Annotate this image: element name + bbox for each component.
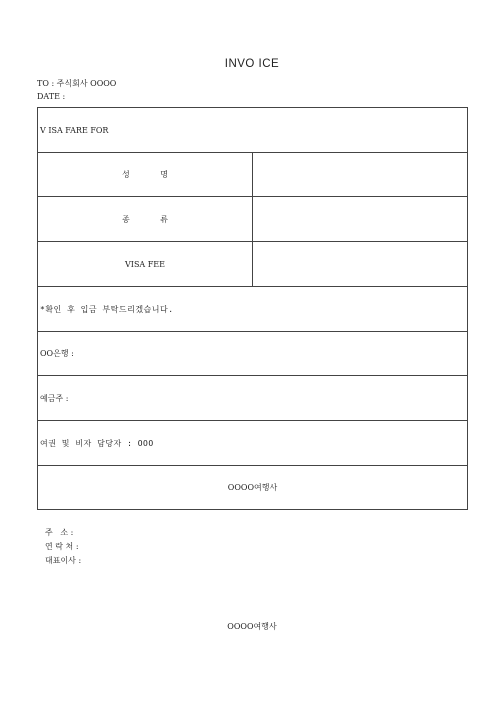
manager-row	[38, 421, 468, 466]
bank-row	[38, 332, 468, 376]
notice-row	[38, 287, 468, 332]
company-row	[38, 466, 468, 510]
footer-ceo: 대표이사 :	[45, 556, 82, 565]
name-row	[38, 153, 468, 197]
visa-fare-row	[38, 108, 468, 153]
fee-row	[38, 242, 468, 287]
fee-value-cell[interactable]	[253, 242, 468, 287]
footer-address: 주 소 :	[45, 528, 74, 537]
recipient-line: TO : 주식회사 OOOO	[37, 79, 117, 88]
notice-cell: *확인 후 입금 부탁드리겠습니다.	[38, 287, 468, 332]
name-value-cell[interactable]	[253, 153, 468, 197]
visa-fare-cell: V ISA FARE FOR	[38, 108, 468, 153]
date-line: DATE :	[37, 92, 66, 101]
type-label: 종 류	[38, 197, 253, 242]
footer-contact: 연 락 처 :	[45, 542, 79, 551]
account-holder-cell: 예금주 :	[38, 376, 468, 421]
account-holder-row	[38, 376, 468, 421]
footer-info	[45, 526, 81, 568]
footer-company: OOOO여행사	[227, 622, 277, 631]
company-cell: OOOO여행사	[38, 466, 468, 510]
fee-label: VISA FEE	[38, 242, 253, 287]
type-value-cell[interactable]	[253, 197, 468, 242]
invoice-title: INVO ICE	[224, 58, 280, 70]
invoice-table	[37, 107, 468, 510]
name-label: 성 명	[38, 153, 253, 197]
manager-cell: 여권 및 비자 담당자 : OOO	[38, 421, 468, 466]
bank-cell: OO은행 :	[38, 332, 468, 376]
type-row	[38, 197, 468, 242]
